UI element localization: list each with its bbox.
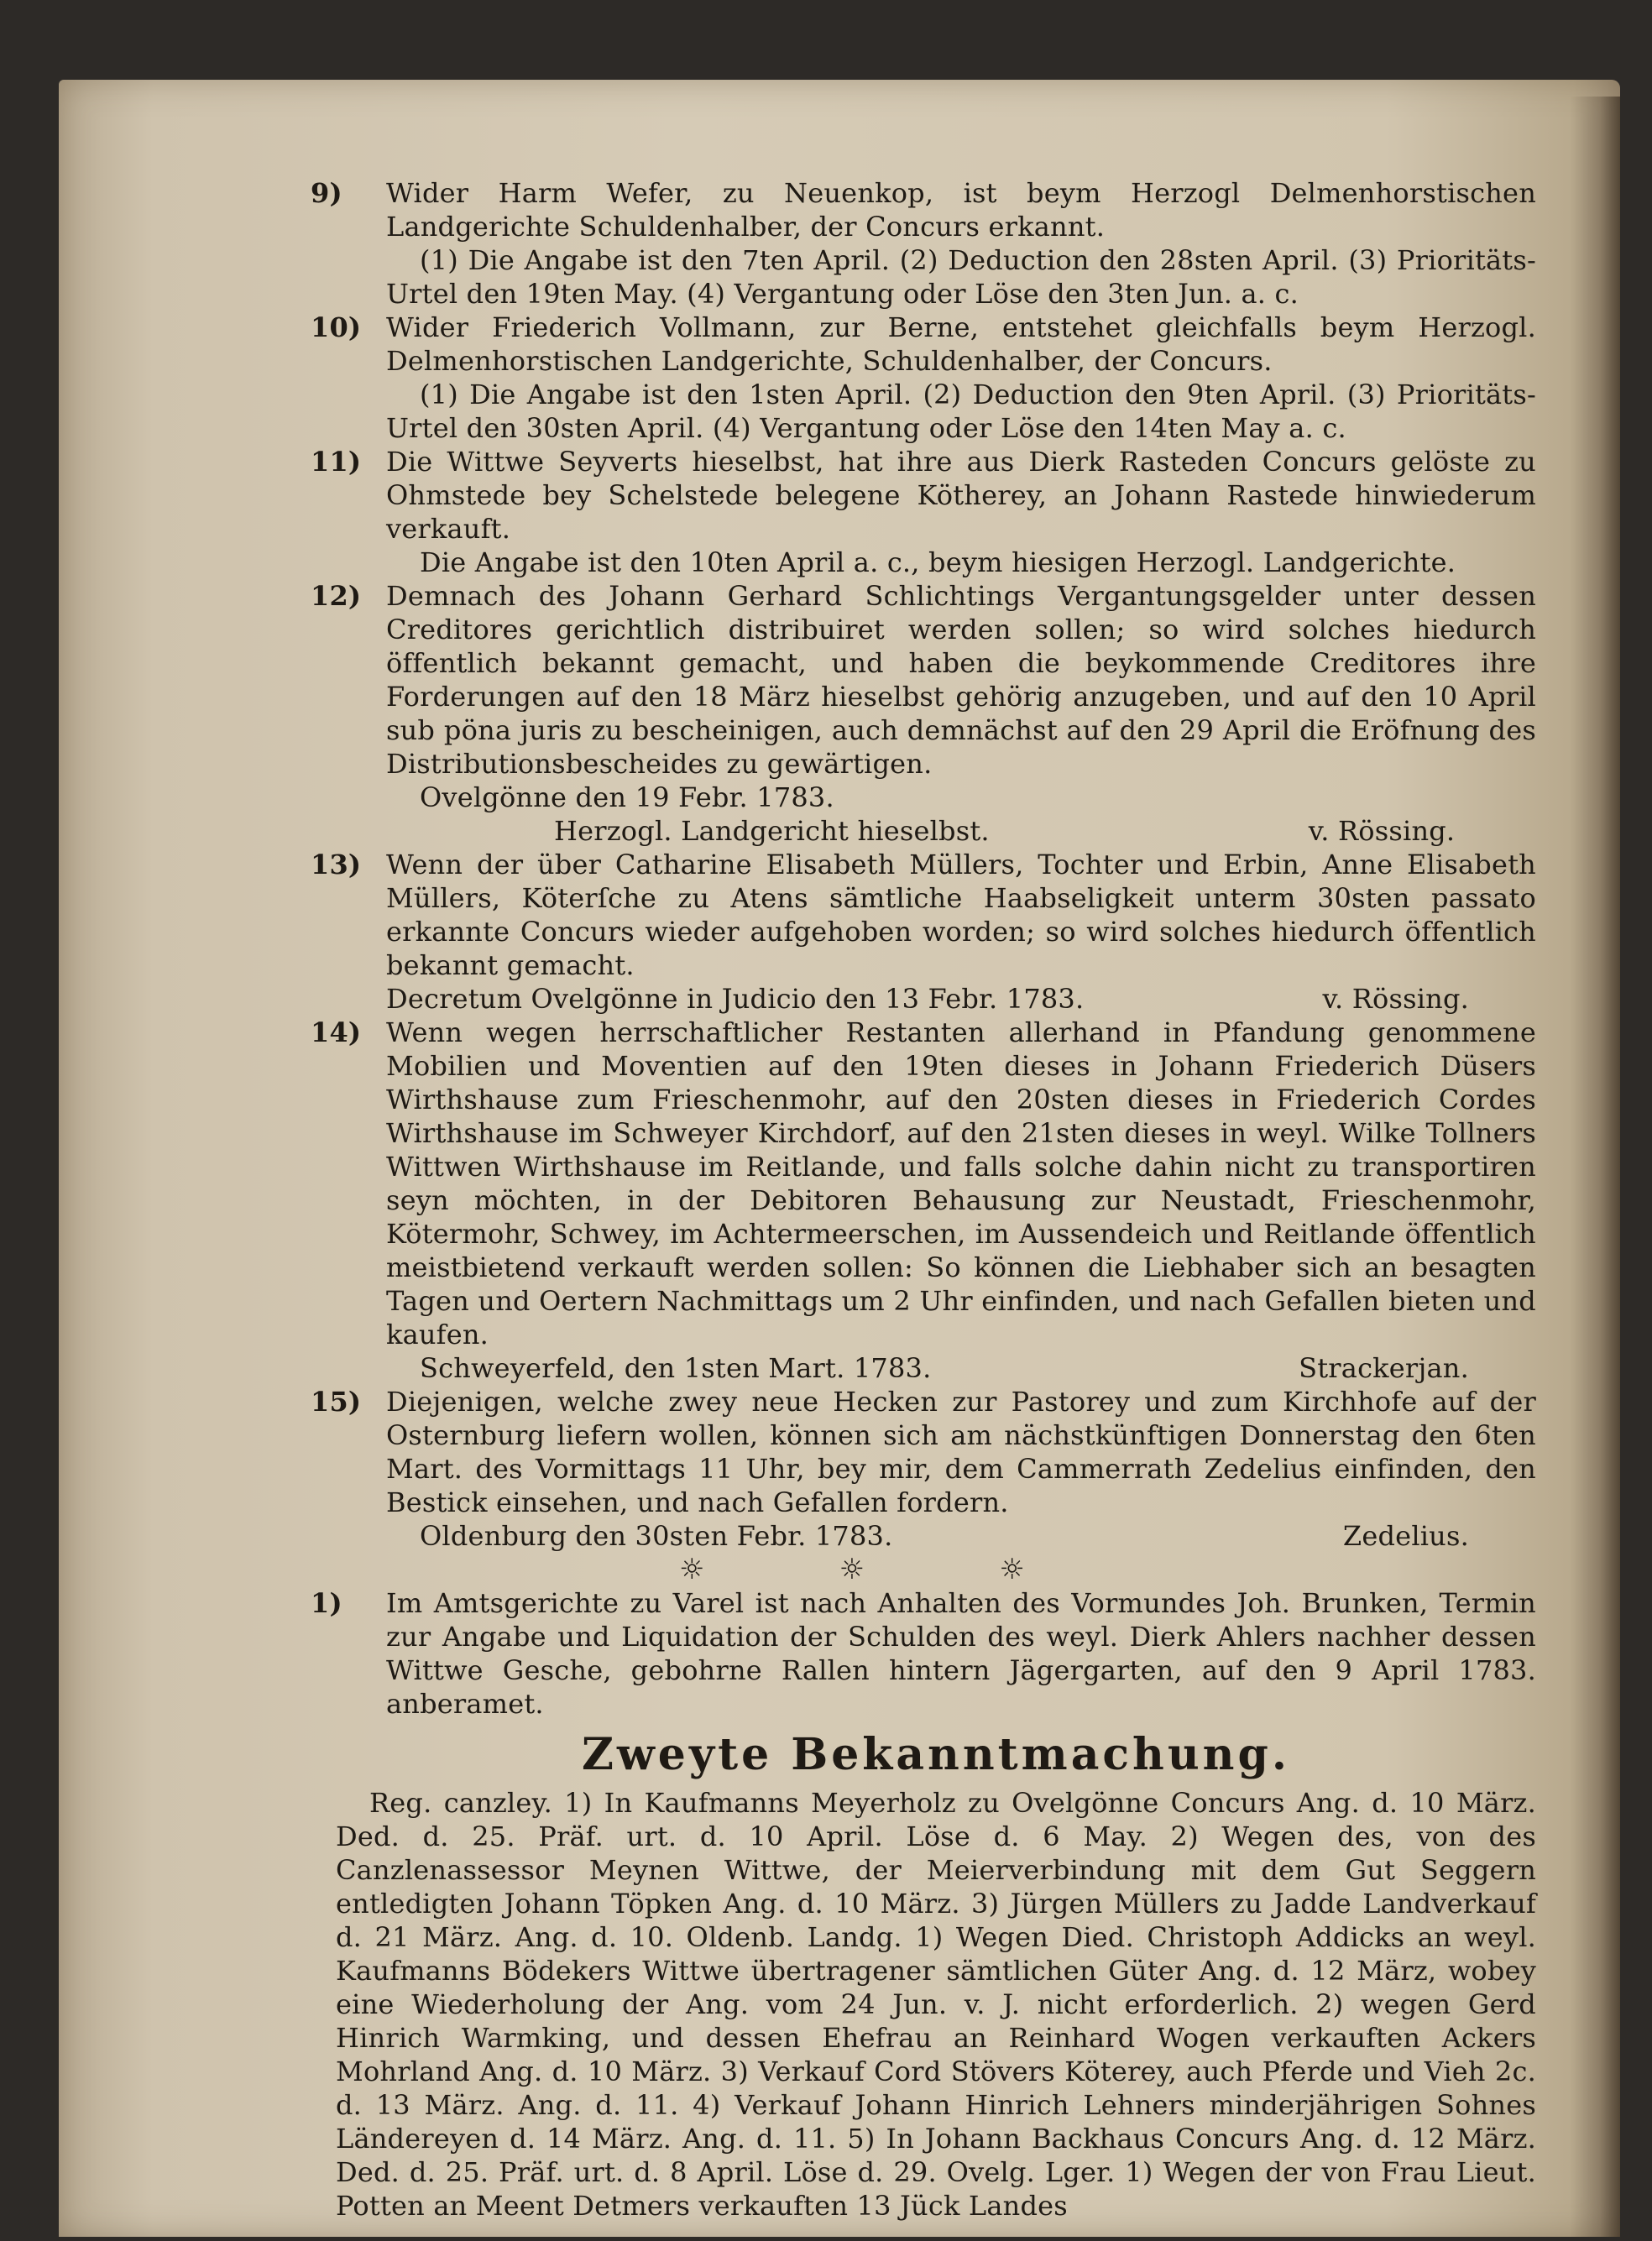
notice-text: Im Amtsgerichte zu Varel ist nach Anhalten des Vormundes Joh. Brunken, Termin zur Angabe und Liquidation der Schulden des weyl. Dierk Ahlers nachher dessen Wittwe Gesche, gebohrne Rallen hintern Jägergarten, auf den 9 April 1783. anberamet. [386, 1587, 1536, 1720]
notice-signature-line [386, 1519, 1536, 1553]
notice-number: 1) [311, 1587, 342, 1619]
notice-text: Demnach des Johann Gerhard Schlichtings Vergantungsgelder unter dessen Creditores gerichtlich distribuiret werden sollen; so wird solches hiedurch öffentlich bekannt gemacht, und haben die beykommende Creditores ihre Forderungen auf den 18 März hieselbst gehörig anzugeben, und auf den 10 April sub pöna juris zu bescheinigen, auch demnächst auf den 29 April die Eröfnung des Distributionsbescheides zu gewärtigen. [386, 580, 1536, 780]
notice-13 [311, 848, 1536, 1016]
notice-number: 10) [311, 311, 362, 343]
sun-ornament-icon: ☼ [678, 1553, 705, 1586]
notice-number: 11) [311, 446, 362, 478]
notice-signature: Zedelius. [1342, 1520, 1469, 1552]
notice-detail: Die Angabe ist den 10ten April a. c., beym hiesigen Herzogl. Landgerichte. [420, 546, 1456, 578]
second-notice-text: Reg. canzley. 1) In Kaufmanns Meyerholz zu Ovelgönne Concurs Ang. d. 10 März. Ded. d. 25. Präf. urt. d. 10 April. Löse d. 6 May. 2) Wegen des, von des Canzlenassessor Meynen Wittwe, der Meierverbindung mit dem Gut Seggern entledigten Johann Töpken Ang. d. 10 März. 3) Jürgen Müllers zu Jadde Landverkauf d. 21 März. Ang. d. 10. Oldenb. Landg. 1) Wegen Died. Christoph Addicks an weyl. Kaufmanns Bödekers Wittwe übertragener sämtlichen Güter Ang. d. 12 März, wobey eine Wiederholung der Ang. vom 24 Jun. v. J. nicht erforderlich. 2) wegen Gerd Hinrich Warmking, und dessen Ehefrau an Reinhard Wogen verkauften Ackers Mohrland Ang. d. 10 März. 3) Verkauf Cord Stövers Köterey, auch Pferde und Vieh 2c. d. 13 März. Ang. d. 11. 4) Verkauf Johann Hinrich Lehners minderjährigen Sohnes Ländereyen d. 14 März. Ang. d. 11. 5) In Johann Backhaus Concurs Ang. d. 12 März. Ded. d. 25. Präf. urt. d. 8 April. Löse d. 29. Ovelg. Lger. 1) Wegen der von Frau Lieut. Potten an Meent Detmers verkauften 13 Jück Landes [336, 1787, 1536, 2222]
notice-place-date: Schweyerfeld, den 1sten Mart. 1783. [420, 1352, 932, 1384]
notice-place-date: Oldenburg den 30sten Febr. 1783. [420, 1520, 893, 1552]
notice-number: 13) [311, 849, 362, 880]
notice-signature-line [386, 1351, 1536, 1385]
notice-text: Wider Harm Wefer, zu Neuenkop, ist beym Herzogl Delmenhorstischen Landgerichte Schuldenhalber, der Concurs erkannt. [386, 177, 1536, 243]
sun-ornament-icon: ☼ [839, 1553, 865, 1586]
section-divider [336, 1553, 1536, 1586]
notice-9 [311, 176, 1536, 311]
notice-14 [311, 1016, 1536, 1385]
notice-12 [311, 579, 1536, 848]
notice-number: 15) [311, 1386, 362, 1418]
notice-10 [311, 311, 1536, 445]
notice-text: Wenn wegen herrschaftlicher Restanten allerhand in Pfandung genommene Mobilien und Moventien auf den 19ten dieses in Johann Friederich Düsers Wirthshause zum Frieschenmohr, auf den 20sten dieses in Friederich Cordes Wirthshause im Schweyer Kirchdorf, auf den 21sten dieses in weyl. Wilke Tollners Wittwen Wirthshause im Reitlande, und falls solche dahin nicht zu transportiren seyn möchten, in der Debitoren Behausung zur Neustadt, Frieschenmohr, Kötermohr, Schwey, im Achtermeerschen, im Aussendeich und Reitlande öffentlich meistbietend verkauft werden sollen: So können die Liebhaber sich an besagten Tagen und Oertern Nachmittags um 2 Uhr einfinden, und nach Gefallen bieten und kaufen. [386, 1016, 1536, 1350]
notice-number: 12) [311, 580, 362, 612]
notice-signature: Strackerjan. [1299, 1352, 1469, 1384]
notice-detail: (1) Die Angabe ist den 1sten April. (2) Deduction den 9ten April. (3) Prioritäts-Urtel den 30sten April. (4) Vergantung oder Löse den 14ten May a. c. [386, 379, 1536, 444]
notice-place-date: Ovelgönne den 19 Febr. 1783. [420, 781, 834, 813]
notice-text: Wenn der über Catharine Elisabeth Müllers, Tochter und Erbin, Anne Elisabeth Müllers, Köterſche zu Atens sämtliche Haabseligkeit unterm 30sten passato erkannte Concurs wieder aufgehoben worden; so wird solches hiedurch öffentlich bekannt gemacht. [386, 849, 1536, 981]
notice-signature-line [386, 982, 1536, 1016]
notice-text: Diejenigen, welche zwey neue Hecken zur Pastorey und zum Kirchhofe auf der Osternburg liefern wollen, können sich am nächstkünftigen Donnerstag den 6ten Mart. des Vormittags 11 Uhr, bey mir, dem Cammerrath Zedelius einfinden, den Bestick einsehen, und nach Gefallen fordern. [386, 1386, 1536, 1518]
notice-signature-line [386, 814, 1536, 848]
notice-number: 9) [311, 177, 342, 209]
notice-signature: v. Rössing. [1322, 983, 1469, 1015]
section-heading: Zweyte Bekanntmachung. [582, 1729, 1290, 1780]
notice-authority: Herzogl. Landgericht hieselbst. [554, 815, 990, 847]
notice-place-date: Decretum Ovelgönne in Judicio den 13 Febr. 1783. [386, 983, 1085, 1015]
page-text-column [311, 176, 1536, 2223]
notice-11 [311, 445, 1536, 579]
page-edge-shadow [1570, 97, 1620, 2237]
notice-text: Wider Friederich Vollmann, zur Berne, entstehet gleichfalls beym Herzogl. Delmenhorstischen Landgerichte, Schuldenhalber, der Concurs. [386, 311, 1536, 377]
notice-detail: (1) Die Angabe ist den 7ten April. (2) Deduction den 28sten April. (3) Prioritäts-Urtel den 19ten May. (4) Vergantung oder Löse den 3ten Jun. a. c. [386, 244, 1536, 310]
sun-ornament-icon: ☼ [999, 1553, 1026, 1586]
notice-number: 14) [311, 1016, 362, 1048]
notice-signature: v. Rössing. [1308, 815, 1456, 847]
notice-varel [311, 1586, 1536, 1721]
notice-text: Die Wittwe Seyverts hieselbst, hat ihre aus Dierk Rasteden Concurs gelöste zu Ohmstede bey Schelstede belegene Kötherey, an Johann Rastede hinwiederum verkauft. [386, 446, 1536, 545]
notice-15 [311, 1385, 1536, 1553]
